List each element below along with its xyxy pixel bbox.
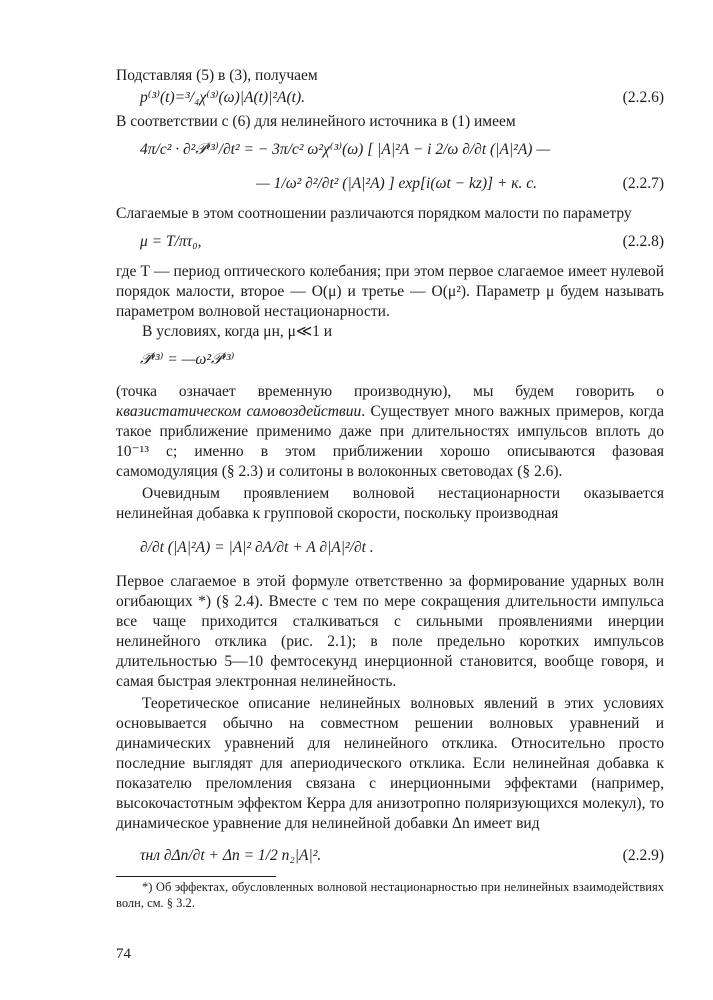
equation-2-2-9: [116, 846, 664, 868]
equation-2-2-6-number: (2.2.6): [622, 89, 664, 106]
paragraph-3: Слагаемые в этом соотношении различаются порядком малости по параметру: [116, 205, 632, 222]
equation-derivative-expression: ∂/∂t (|A|²A) = |A|² ∂A/∂t + A ∂|A|²/∂t .: [140, 539, 374, 556]
equation-2-2-8-expression: μ = T/πτ₀,: [140, 233, 202, 250]
equation-condition: [116, 350, 664, 372]
paragraph-7: Очевидным проявлением волновой нестационарности оказывается нелинейная добавка к групповой скорости, поскольку производная: [116, 485, 664, 522]
equation-2-2-6-expression: p⁽³⁾(t)=³/₄χ⁽³⁾(ω)|A(t)|²A(t).: [140, 89, 306, 106]
page-body: [116, 66, 664, 911]
paragraph-4: где T — период оптического колебания; при этом первое слагаемое имеет нулевой порядок малости, второе — O(μ) и третье — O(μ²). Параметр μ будем называть параметром волновой нестационарности.: [116, 263, 664, 320]
paragraph-6-emphasis: квазистатическом самовоздействии: [116, 403, 362, 420]
paragraph-6: [116, 382, 664, 482]
paragraph-6-end: . Существует много важных примеров, когда такое приближение применимо даже при длительностях импульсов вплоть до 10⁻¹³ с; именно в этом приближении хорошо описываются фазовая самомодуляция (§ 2.3) и солитоны в волоконных световодах (§ 2.6).: [116, 403, 664, 480]
equation-2-2-8-number: (2.2.8): [622, 233, 664, 250]
equation-2-2-7-line-1-expression: 4π/c² · ∂²𝒫⁽³⁾/∂t² = − 3π/c² ω²χ⁽³⁾(ω) [ |A|²A − i 2/ω ∂/∂t (|A|²A) —: [140, 141, 551, 158]
equation-2-2-8: [116, 232, 664, 254]
footnote: *) Об эффектах, обусловленных волновой нестационарностью при нелинейных взаимодействиях волн, см. § 3.2.: [116, 880, 664, 910]
equation-2-2-9-number: (2.2.9): [622, 847, 664, 864]
paragraph-2: В соответствии с (6) для нелинейного источника в (1) имеем: [116, 113, 516, 130]
paragraph-6-start: (точка означает временную производную), мы будем говорить о: [116, 383, 664, 400]
equation-derivative: [116, 526, 664, 570]
page-number: 74: [116, 946, 131, 962]
paragraph-8: Первое слагаемое в этой формуле ответственно за формирование ударных волн огибающих *) (§ 2.4). Вместе с тем по мере сокращения длительности импульса все чаще приходится сталкиваться с сильными проявлениями инерции нелинейного отклика (рис. 2.1); в поле предельно коротких импульсов длительностью 5—10 фемтосекунд инерционной становится, вообще говоря, и самая быстрая электронная нелинейность.: [116, 573, 664, 690]
paragraph-9: Теоретическое описание нелинейных волновых явлений в этих условиях основывается обычно на совместном решении волновых уравнений и динамических уравнений для нелинейного отклика. Относительно просто последние выглядят для апериодического отклика. Если нелинейная добавка к показателю преломления связана с инерционными эффектами (например, высокочастотным эффектом Керра для анизотропно поляризующихся молекул), то динамическое уравнение для нелинейной добавки Δn имеет вид: [116, 695, 664, 832]
equation-2-2-7-line-2-expression: — 1/ω² ∂²/∂t² (|A|²A) ] exp[i(ωt − kz)] + к. с.: [256, 175, 538, 192]
paragraph-5: В условиях, когда μн, μ≪1 и: [142, 323, 333, 340]
equation-2-2-9-expression: τнл ∂Δn/∂t + Δn = 1/2 n₂|A|².: [140, 847, 322, 864]
equation-2-2-7-line-1: [116, 134, 664, 166]
equation-2-2-7-number: (2.2.7): [622, 175, 664, 192]
footnote-separator: [116, 876, 276, 877]
equation-2-2-6: [116, 88, 664, 110]
equation-condition-expression: 𝒫̈⁽³⁾ = —ω²𝒫⁽³⁾: [140, 351, 235, 368]
paragraph-1: Подставляя (5) в (3), получаем: [116, 67, 318, 84]
equation-2-2-7-line-2: [116, 168, 664, 200]
